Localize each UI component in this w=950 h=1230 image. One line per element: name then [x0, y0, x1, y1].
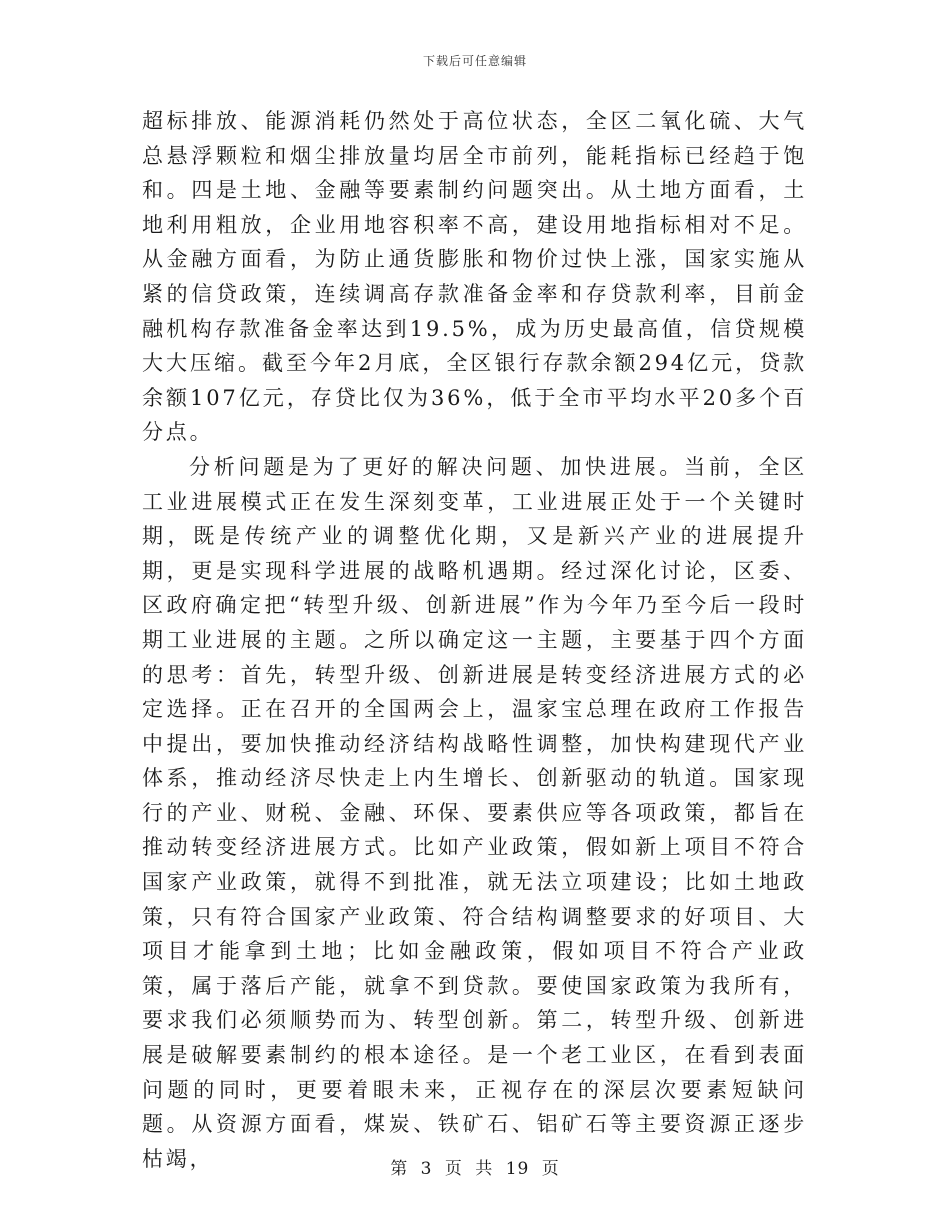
paragraph-continued: 超标排放、能源消耗仍然处于高位状态，全区二氧化硫、大气总悬浮颗粒和烟尘排放量均居全市前列，能耗指标已经趋于饱和。四是土地、金融等要素制约问题突出。从土地方面看，土地利用粗放，企业用地容积率不高，建设用地指标相对不足。从金融方面看，为防止通货膨胀和物价过快上涨，国家实施从紧的信贷政策，连续调高存款准备金率和存贷款利率，目前金融机构存款准备金率达到19.5%，成为历史最高值，信贷规模大大压缩。截至今年2月底，全区银行存款余额294亿元，贷款余额107亿元，存贷比仅为36%，低于全市平均水平20多个百分点。: [142, 109, 807, 445]
page-header-note: 下载后可任意编辑: [422, 54, 527, 68]
page-number-footer: 第 3 页 共 19 页: [390, 1159, 560, 1179]
paragraph-analysis: 分析问题是为了更好的解决问题、加快进展。当前，全区工业进展模式正在发生深刻变革，工业进展正处于一个关键时期，既是传统产业的调整优化期，又是新兴产业的进展提升期，更是实现科学进展的战略机遇期。经过深化讨论，区委、区政府确定把“转型升级、创新进展”作为今年乃至今后一段时期工业进展的主题。之所以确定这一主题，主要基于四个方面的思考：首先，转型升级、创新进展是转变经济进展方式的必定选择。正在召开的全国两会上，温家宝总理在政府工作报告中提出，要加快推动经济结构战略性调整，加快构建现代产业体系，推动经济尽快走上内生增长、创新驱动的轨道。国家现行的产业、财税、金融、环保、要素供应等各项政策，都旨在推动转变经济进展方式。比如产业政策，假如新上项目不符合国家产业政策，就得不到批准，就无法立项建设；比如土地政策，只有符合国家产业政策、符合结构调整要求的好项目、大项目才能拿到土地；比如金融政策，假如项目不符合产业政策，属于落后产能，就拿不到贷款。要使国家政策为我所有，要求我们必须顺势而为、转型创新。第二，转型升级、创新进展是破解要素制约的根本途径。是一个老工业区，在看到表面问题的同时，更要着眼未来，正视存在的深层次要素短缺问题。从资源方面看，煤炭、铁矿石、铝矿石等主要资源正逐步枯竭，: [142, 454, 807, 1171]
document-body: [142, 104, 807, 1176]
